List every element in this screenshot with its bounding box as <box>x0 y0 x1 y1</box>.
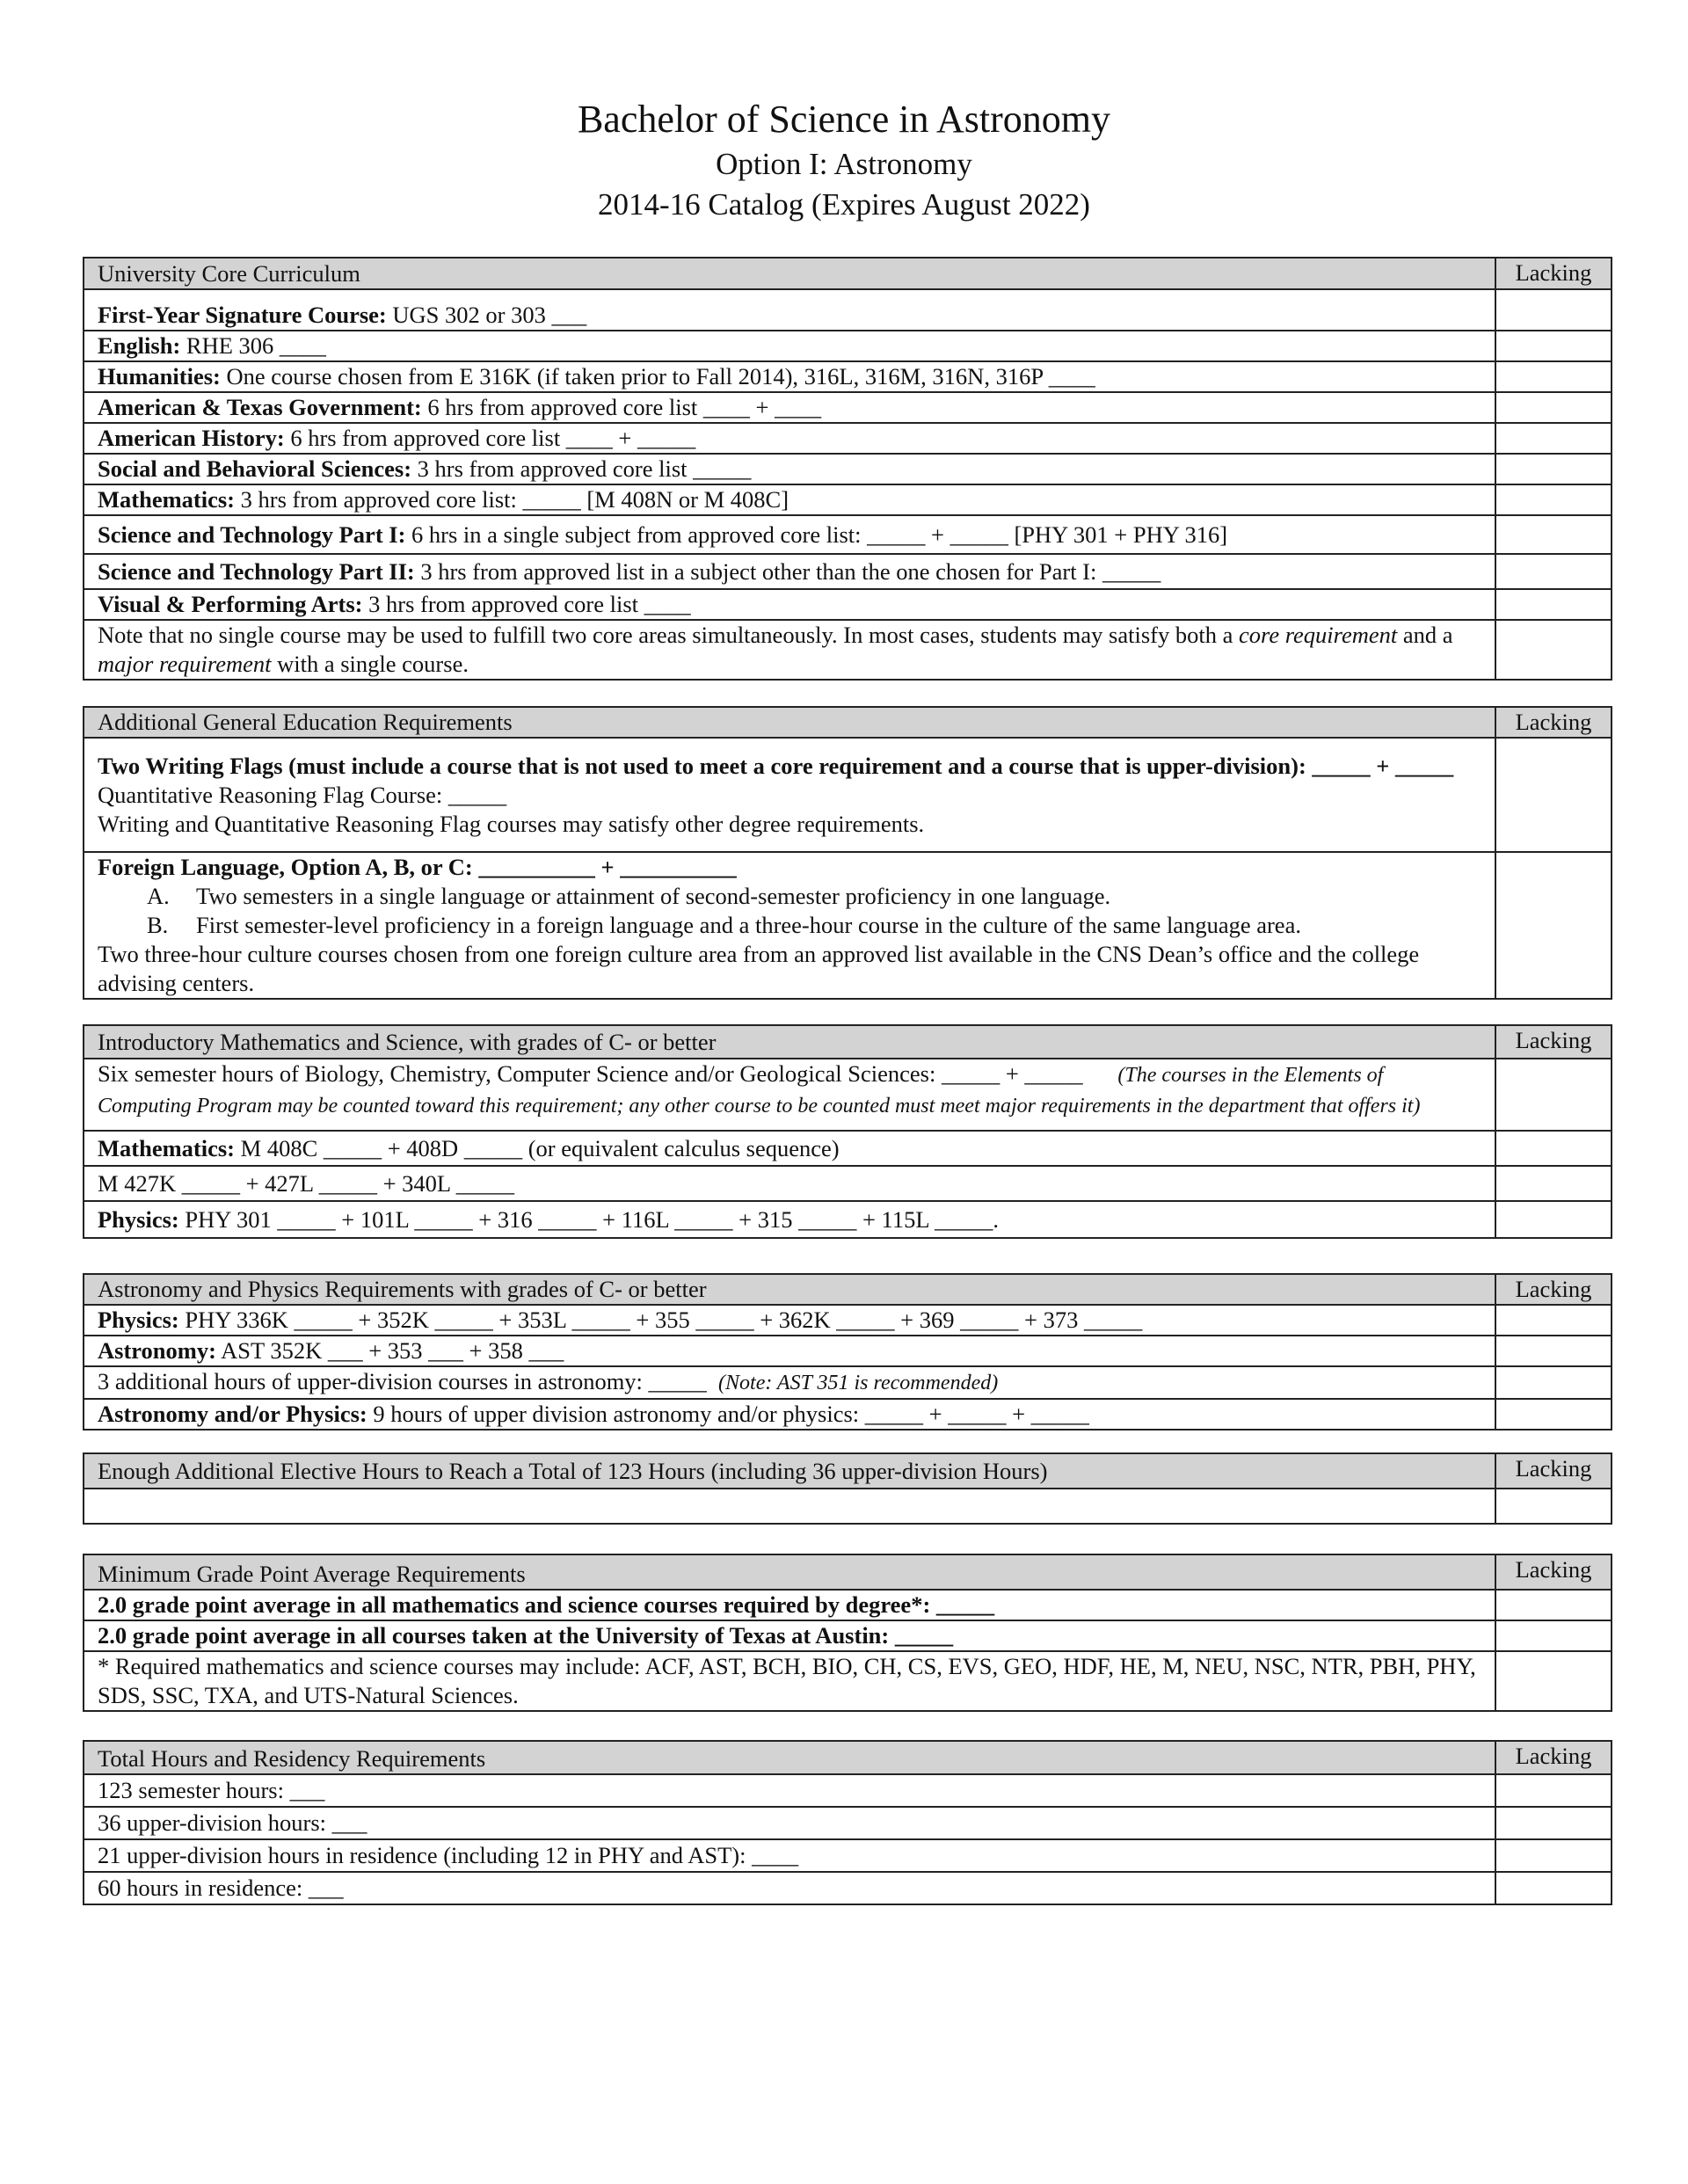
general-education-table <box>83 706 1612 1000</box>
requirement-row <box>84 738 1612 852</box>
upper-division-residence-requirement: 21 upper-division hours in residence (including 12 in PHY and AST): ____ <box>84 1839 1495 1872</box>
lacking-cell <box>1495 852 1612 999</box>
lacking-cell <box>1495 1774 1612 1807</box>
requirement-row <box>84 1489 1612 1524</box>
english-requirement: English: RHE 306 ____ <box>84 331 1495 361</box>
option-c: Two three-hour culture courses chosen from one foreign culture area from an approved list available in the CNS Dean’s office and the college advising centers. <box>98 941 1420 996</box>
foreign-language-requirement <box>84 852 1495 999</box>
lacking-cell <box>1495 620 1612 680</box>
section-heading: University Core Curriculum <box>84 258 1495 289</box>
gpa-requirements-table <box>83 1554 1612 1712</box>
requirement-row <box>84 1620 1612 1651</box>
overall-gpa-requirement: 2.0 grade point average in all courses taken at the University of Texas at Austin: _____ <box>84 1620 1495 1651</box>
lacking-cell <box>1495 1489 1612 1524</box>
science-tech-part2-requirement: Science and Technology Part II: 3 hrs from approved list in a subject other than the one chosen for Part I: _____ <box>84 554 1495 589</box>
requirement-row <box>84 484 1612 515</box>
flags-note: Writing and Quantitative Reasoning Flag courses may satisfy other degree requirements. <box>98 810 925 837</box>
requirement-row <box>84 454 1612 484</box>
astronomy-requirement: Astronomy: AST 352K ___ + 353 ___ + 358 ___ <box>84 1336 1495 1366</box>
requirement-row <box>84 515 1612 554</box>
residence-hours-requirement: 60 hours in residence: ___ <box>84 1872 1495 1904</box>
section-heading: Introductory Mathematics and Science, with grades of C- or better <box>84 1025 1495 1059</box>
section-header-row <box>84 707 1612 738</box>
requirement-row <box>84 289 1612 331</box>
lacking-cell <box>1495 1399 1612 1430</box>
upper-division-hours-requirement: 36 upper-division hours: ___ <box>84 1807 1495 1839</box>
section-heading: Astronomy and Physics Requirements with grades of C- or better <box>84 1274 1495 1305</box>
lacking-cell <box>1495 423 1612 454</box>
lacking-cell <box>1495 1839 1612 1872</box>
science-tech-part1-requirement: Science and Technology Part I: 6 hrs in a single subject from approved core list: _____ + _____ [PHY 301 + PHY 316] <box>84 515 1495 554</box>
lacking-cell <box>1495 554 1612 589</box>
requirement-row <box>84 1651 1612 1711</box>
document-title: Bachelor of Science in Astronomy <box>577 98 1111 141</box>
section-heading: Total Hours and Residency Requirements <box>84 1741 1495 1774</box>
core-note: Note that no single course may be used to fulfill two core areas simultaneously. In most cases, students may satisfy both a core requirement and a major requirement with a single course. <box>84 620 1495 680</box>
six-hours-science-requirement: Six semester hours of Biology, Chemistry, Computer Science and/or Geological Sciences: _____ + _____ (The courses in the Elements of Computing Program may be counted toward this requirement; any other course to be counted must meet major requirements in the department that offers it) <box>84 1059 1495 1131</box>
lacking-header: Lacking <box>1495 1274 1612 1305</box>
requirement-row <box>84 423 1612 454</box>
elective-hours-entry <box>84 1489 1495 1524</box>
astronomy-physics-table <box>83 1273 1612 1431</box>
lacking-header: Lacking <box>1495 1453 1612 1489</box>
lacking-cell <box>1495 331 1612 361</box>
requirement-row <box>84 1807 1612 1839</box>
gpa-note: * Required mathematics and science courses may include: ACF, AST, BCH, BIO, CH, CS, EVS, GEO, HDF, HE, M, NEU, NSC, NTR, PBH, PHY, SDS, SSC, TXA, and UTS-Natural Sciences. <box>84 1651 1495 1711</box>
lacking-cell <box>1495 738 1612 852</box>
upper-physics-requirement: Physics: PHY 336K _____ + 352K _____ + 353L _____ + 355 _____ + 362K _____ + 369 _____ + 373 _____ <box>84 1305 1495 1336</box>
flags-requirement <box>84 738 1495 852</box>
section-heading: Enough Additional Elective Hours to Reach a Total of 123 Hours (including 36 upper-division Hours) <box>84 1453 1495 1489</box>
lacking-cell <box>1495 1366 1612 1399</box>
foreign-language-label: Foreign Language, Option A, B, or C: __________ + __________ <box>98 854 737 880</box>
lacking-header: Lacking <box>1495 1741 1612 1774</box>
requirement-row <box>84 1201 1612 1238</box>
lacking-cell <box>1495 454 1612 484</box>
core-curriculum-table <box>83 257 1612 681</box>
lacking-cell <box>1495 515 1612 554</box>
requirement-row <box>84 620 1612 680</box>
lacking-cell <box>1495 361 1612 392</box>
section-header-row <box>84 1741 1612 1774</box>
requirement-row <box>84 1774 1612 1807</box>
social-sciences-requirement: Social and Behavioral Sciences: 3 hrs from approved core list _____ <box>84 454 1495 484</box>
requirement-row <box>84 1590 1612 1620</box>
section-header-row <box>84 1453 1612 1489</box>
lacking-header: Lacking <box>1495 1554 1612 1590</box>
lacking-cell <box>1495 1336 1612 1366</box>
visual-arts-requirement: Visual & Performing Arts: 3 hrs from approved core list ____ <box>84 589 1495 620</box>
requirement-row <box>84 361 1612 392</box>
lacking-cell <box>1495 1807 1612 1839</box>
requirement-row <box>84 331 1612 361</box>
government-requirement: American & Texas Government: 6 hrs from approved core list ____ + ____ <box>84 392 1495 423</box>
history-requirement: American History: 6 hrs from approved core list ____ + _____ <box>84 423 1495 454</box>
lacking-cell <box>1495 1590 1612 1620</box>
lacking-cell <box>1495 289 1612 331</box>
requirement-row <box>84 589 1612 620</box>
requirement-row <box>84 1872 1612 1904</box>
option-a: A. Two semesters in a single language or attainment of second-semester proficiency in one language. <box>147 883 1111 909</box>
calculus-requirement: Mathematics: M 408C _____ + 408D _____ (or equivalent calculus sequence) <box>84 1131 1495 1166</box>
section-header-row <box>84 1025 1612 1059</box>
quantitative-flag: Quantitative Reasoning Flag Course: _____ <box>98 781 507 808</box>
document-header <box>0 95 1688 225</box>
astro-physics-elective-requirement: Astronomy and/or Physics: 9 hours of upper division astronomy and/or physics: _____ + _____ + _____ <box>84 1399 1495 1430</box>
lacking-cell <box>1495 1872 1612 1904</box>
intro-physics-requirement: Physics: PHY 301 _____ + 101L _____ + 316 _____ + 116L _____ + 315 _____ + 115L _____. <box>84 1201 1495 1238</box>
section-heading: Minimum Grade Point Average Requirements <box>84 1554 1495 1590</box>
additional-astronomy-requirement: 3 additional hours of upper-division courses in astronomy: _____ (Note: AST 351 is recommended) <box>84 1366 1495 1399</box>
intro-math-science-table <box>83 1024 1612 1239</box>
lacking-cell <box>1495 484 1612 515</box>
writing-flags: Two Writing Flags (must include a course that is not used to meet a core requirement and a course that is upper-division): _____ + _____ <box>98 752 1454 779</box>
lacking-cell <box>1495 1059 1612 1131</box>
requirement-row <box>84 1399 1612 1430</box>
semester-hours-requirement: 123 semester hours: ___ <box>84 1774 1495 1807</box>
option-b: B. First semester-level proficiency in a foreign language and a three-hour course in the culture of the same language area. <box>147 912 1301 938</box>
math-science-gpa-requirement: 2.0 grade point average in all mathematics and science courses required by degree*: _____ <box>84 1590 1495 1620</box>
lacking-header: Lacking <box>1495 258 1612 289</box>
requirement-row <box>84 852 1612 999</box>
degree-option: Option I: Astronomy <box>716 147 972 181</box>
requirement-row <box>84 392 1612 423</box>
lacking-cell <box>1495 1620 1612 1651</box>
lacking-cell <box>1495 1651 1612 1711</box>
section-heading: Additional General Education Requirements <box>84 707 1495 738</box>
section-header-row <box>84 258 1612 289</box>
lacking-cell <box>1495 392 1612 423</box>
lacking-cell <box>1495 1166 1612 1201</box>
lacking-cell <box>1495 1131 1612 1166</box>
mathematics-requirement: Mathematics: 3 hrs from approved core list: _____ [M 408N or M 408C] <box>84 484 1495 515</box>
section-header-row <box>84 1274 1612 1305</box>
requirement-row <box>84 1336 1612 1366</box>
requirement-row <box>84 1839 1612 1872</box>
requirement-row <box>84 1131 1612 1166</box>
lacking-cell <box>1495 1305 1612 1336</box>
lacking-cell <box>1495 1201 1612 1238</box>
requirement-row <box>84 1059 1612 1131</box>
requirement-row <box>84 1305 1612 1336</box>
lacking-cell <box>1495 589 1612 620</box>
humanities-requirement: Humanities: One course chosen from E 316K (if taken prior to Fall 2014), 316L, 316M, 316N, 316P ____ <box>84 361 1495 392</box>
section-header-row <box>84 1554 1612 1590</box>
lacking-header: Lacking <box>1495 707 1612 738</box>
catalog-year: 2014-16 Catalog (Expires August 2022) <box>598 187 1090 222</box>
first-year-signature-requirement: First-Year Signature Course: UGS 302 or 303 ___ <box>84 289 1495 331</box>
requirement-row <box>84 1366 1612 1399</box>
requirement-row <box>84 1166 1612 1201</box>
advanced-math-requirement: M 427K _____ + 427L _____ + 340L _____ <box>84 1166 1495 1201</box>
lacking-header: Lacking <box>1495 1025 1612 1059</box>
elective-hours-table <box>83 1452 1612 1525</box>
hours-residency-table <box>83 1740 1612 1905</box>
requirement-row <box>84 554 1612 589</box>
